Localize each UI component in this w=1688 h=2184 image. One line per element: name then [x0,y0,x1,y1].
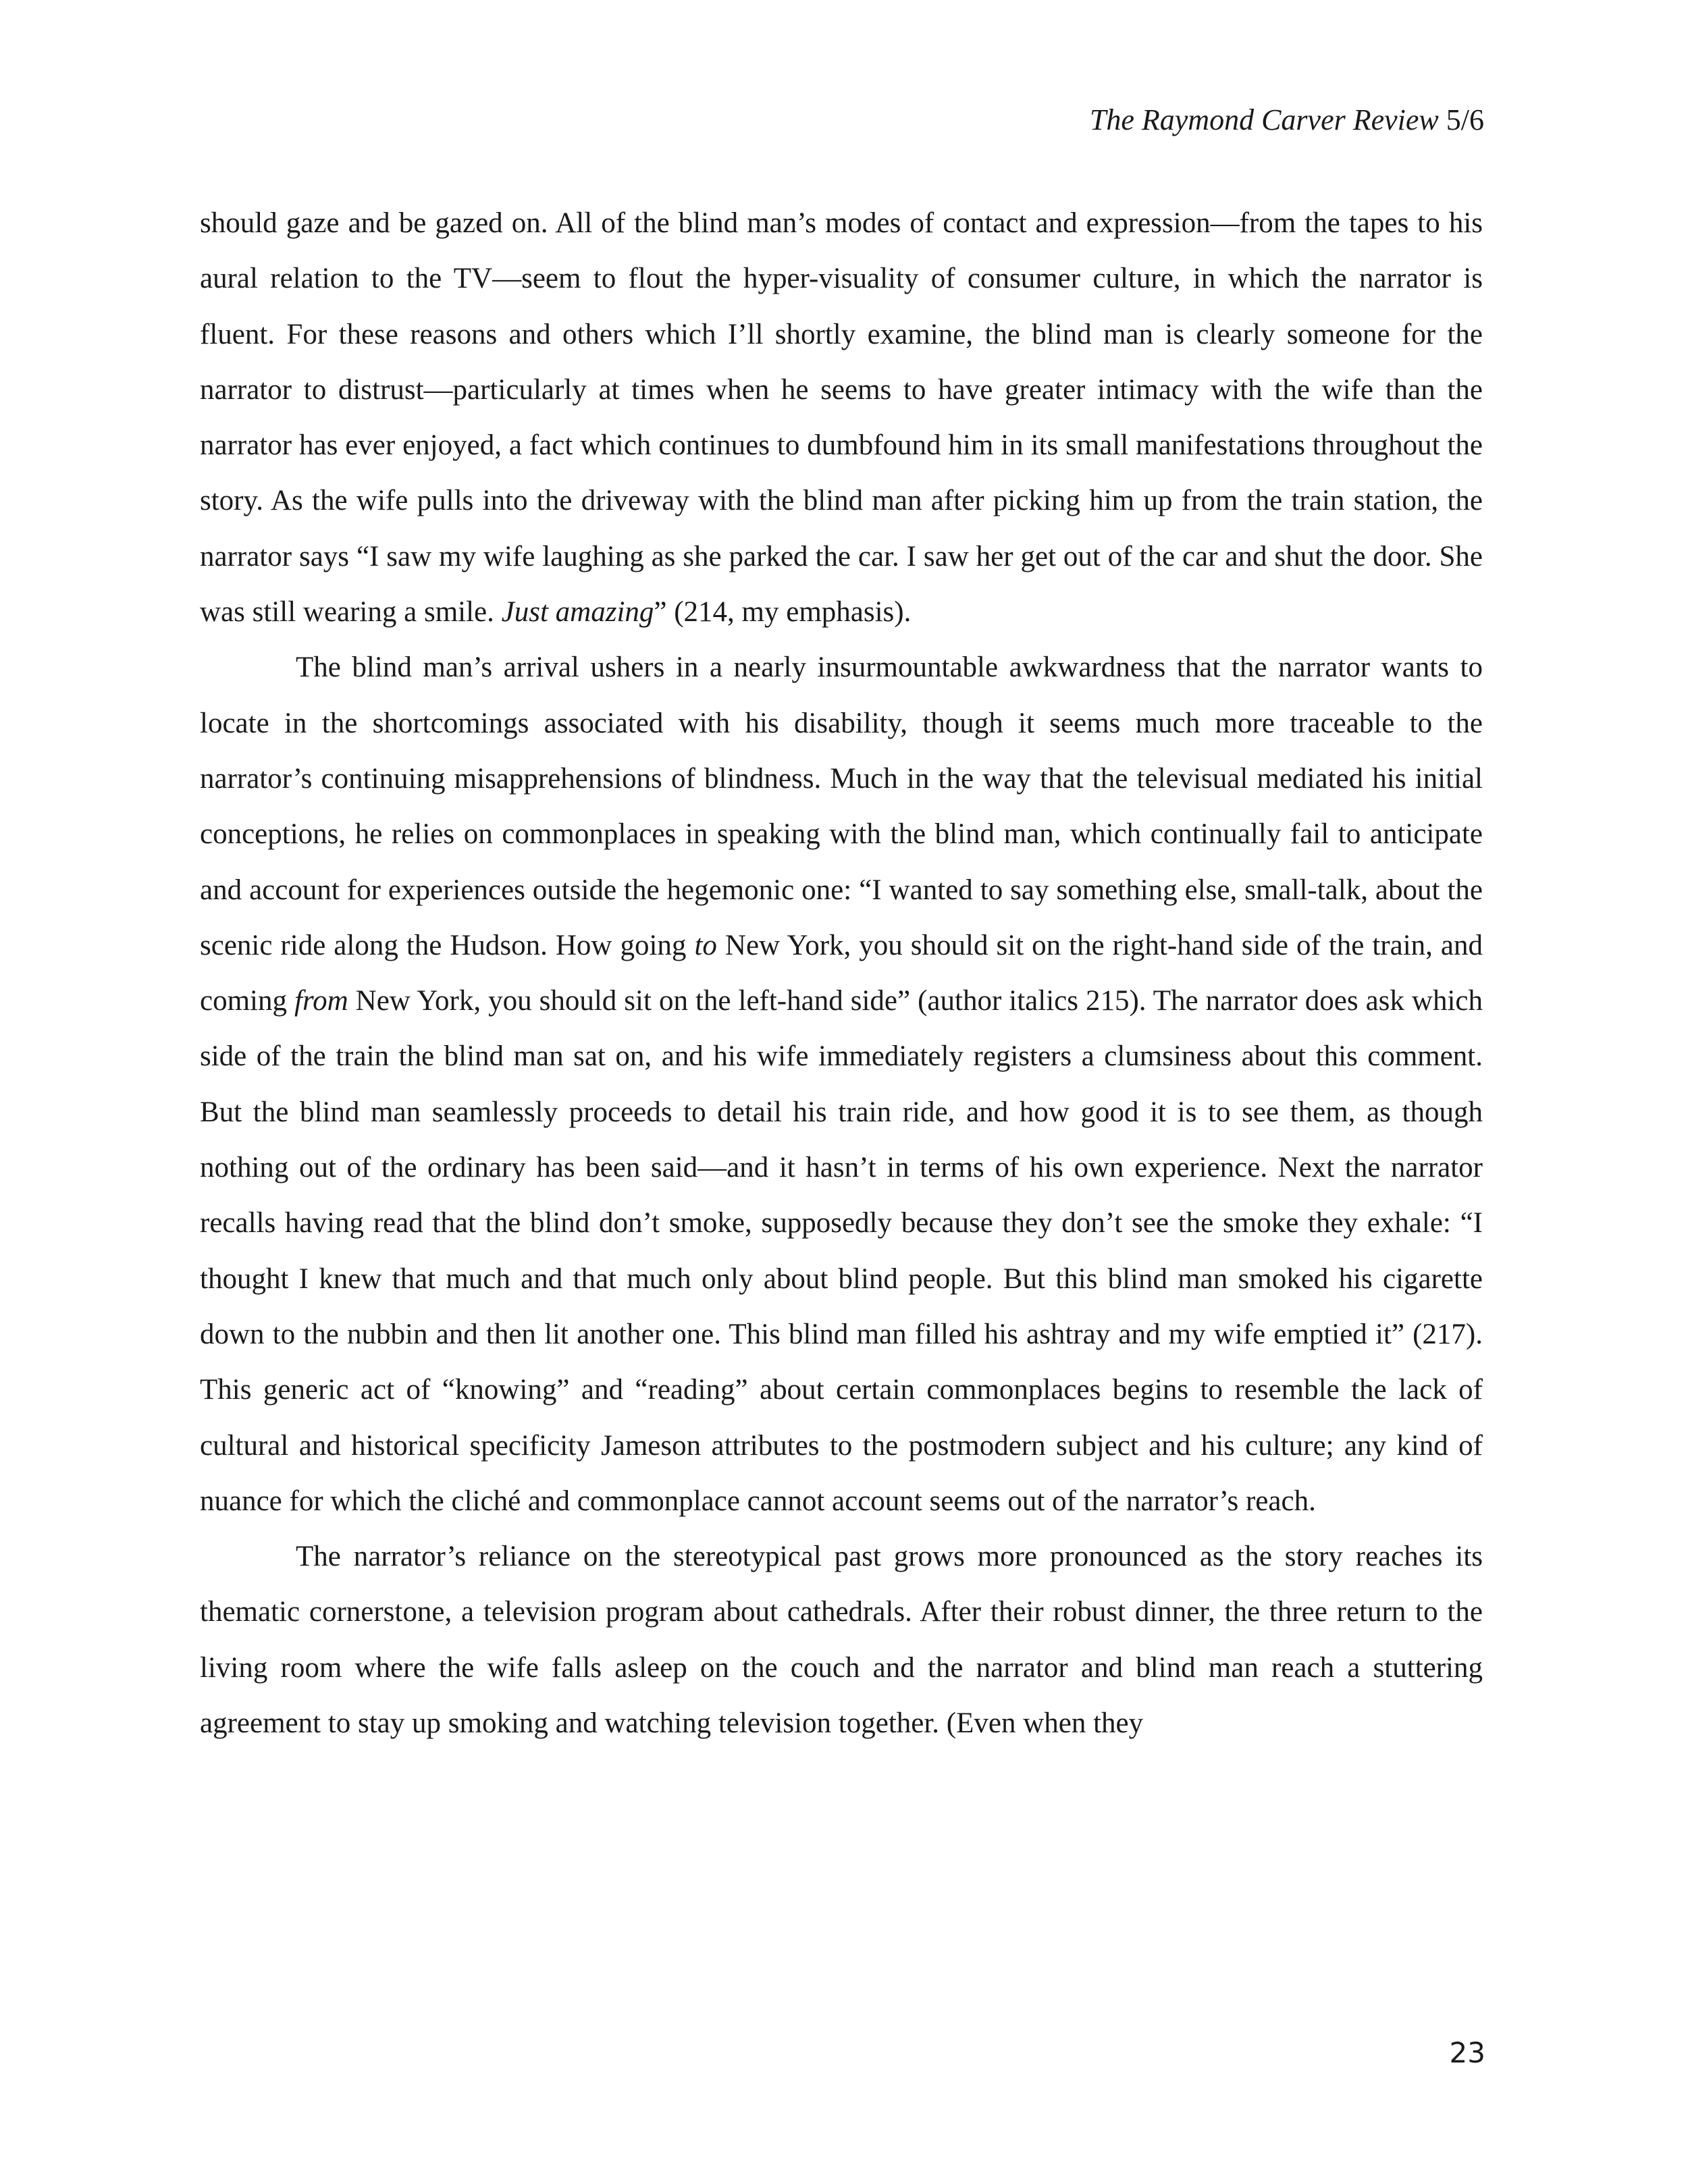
paragraph [200,640,1483,1529]
italic-emphasis: from [294,985,348,1017]
text-segment: The narrator’s reliance on the stereotypical past grows more pronounced as the story reaches its thematic cornerstone, a television program about cathedrals. After their robust dinner, the three return to the living room where the wife falls asleep on the couch and the narrator and blind man reach a stuttering agreement to stay up smoking and watching television together. (Even when they [200,1541,1483,1740]
page-number: 23 [1449,2036,1485,2069]
italic-emphasis: Just amazing [501,596,654,629]
text-segment: New York, you should sit on the right-hand side of the train, and coming [200,929,1483,1017]
text-segment: should gaze and be gazed on. All of the blind man’s modes of contact and expression—from the tapes to his aural relation to the TV—seem to flout the hyper-visuality of consumer culture, in which the narrator is fluent. For these reasons and others which I’ll shortly examine, the blind man is clearly someone for the narrator to distrust—particularly at times when he seems to have greater intimacy with the wife than the narrator has ever enjoyed, a fact which continues to dumbfound him in its small manifestations throughout the story. As the wife pulls into the driveway with the blind man after picking him up from the train station, the narrator says “I saw my wife laughing as she parked the car. I saw her get out of the car and shut the door. She was still wearing a smile. [200,207,1483,629]
journal-title: The Raymond Carver Review [1089,103,1439,136]
body-text [200,196,1483,1751]
text-segment: ” (214, my emphasis). [654,596,912,629]
paragraph [200,1529,1483,1751]
italic-emphasis: to [694,929,717,961]
text-segment: The blind man’s arrival ushers in a nearly insurmountable awkwardness that the narrator wants to locate in the shortcomings associated with his disability, though it seems much more traceable to the narrator’s continuing misapprehensions of blindness. Much in the way that the televisual mediated his initial conceptions, he relies on commonplaces in speaking with the blind man, which continually fail to anticipate and account for experiences outside the hegemonic one: “I wanted to say something else, small-talk, about the scenic ride along the Hudson. How going [200,651,1483,961]
text-segment: New York, you should sit on the left-hand side” (author italics 215). The narrator does ask which side of the train the blind man sat on, and his wife immediately registers a clumsiness about this comment. But the blind man seamlessly proceeds to detail his train ride, and how good it is to see them, as though nothing out of the ordinary has been said—and it hasn’t in terms of his own experience. Next the narrator recalls having read that the blind don’t smoke, supposedly because they don’t see the smoke they exhale: “I thought I knew that much and that much only about blind people. But this blind man smoked his cigarette down to the nubbin and then lit another one. This blind man filled his ashtray and my wife emptied it” (217). This generic act of “knowing” and “reading” about certain commonplaces begins to resemble the lack of cultural and historical specificity Jameson attributes to the postmodern subject and his culture; any kind of nuance for which the cliché and commonplace cannot account seems out of the narrator’s reach. [200,985,1483,1517]
running-header [1090,101,1484,139]
issue-number: 5/6 [1438,103,1484,136]
paragraph-continuation [200,196,1483,640]
